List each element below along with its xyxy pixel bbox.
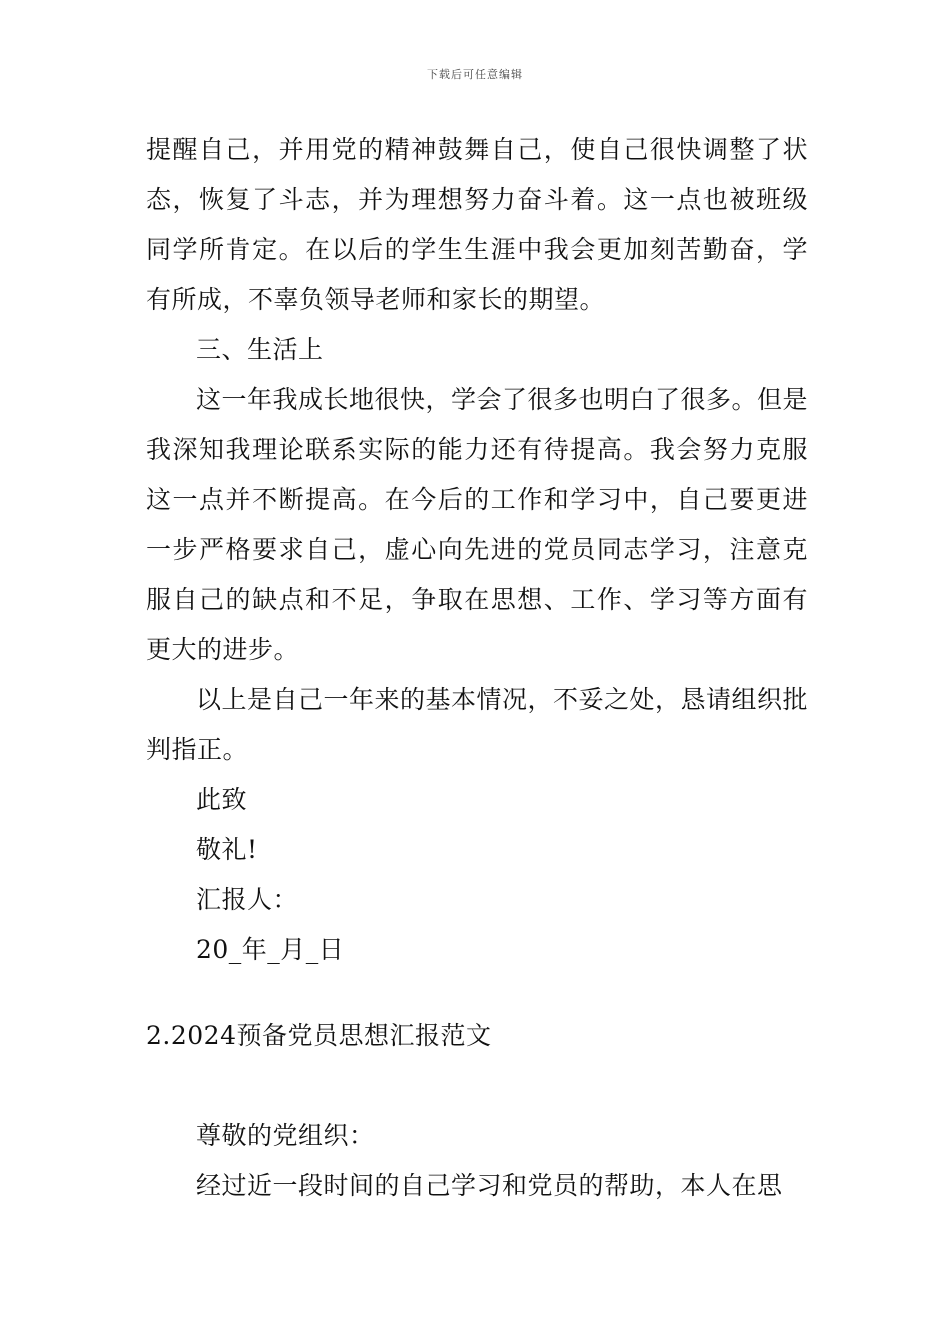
document-body: [146, 125, 808, 1211]
salutation: 尊敬的党组织：: [196, 1121, 375, 1150]
paragraph-life: 这一年我成长地很快，学会了很多也明白了很多。但是我深知我理论联系实际的能力还有待提高。我会努力克服这一点并不断提高。在今后的工作和学习中，自己要更进一步严格要求自己，虚心向先进的党员同志学习，注意克服自己的缺点和不足，争取在思想、工作、学习等方面有更大的进步。: [146, 385, 809, 664]
paragraph-continued: 提醒自己，并用党的精神鼓舞自己，使自己很快调整了状态，恢复了斗志，并为理想努力奋斗着。这一点也被班级同学所肯定。在以后的学生生涯中我会更加刻苦勤奋，学有所成，不辜负领导老师和家长的期望。: [146, 135, 808, 314]
report-date: 20_年_月_日: [196, 935, 345, 964]
page-header-note: 下载后可任意编辑: [427, 68, 523, 81]
closing-jing-li: 敬礼!: [196, 835, 258, 864]
reporter-label: 汇报人：: [196, 885, 299, 914]
closing-ci-zhi: 此致: [196, 785, 248, 814]
paragraph-closing: 以上是自己一年来的基本情况，不妥之处，恳请组织批判指正。: [146, 685, 809, 764]
section-heading-life: 三、生活上: [196, 335, 324, 364]
paragraph-start: 经过近一段时间的自己学习和党员的帮助，本人在思: [196, 1171, 783, 1200]
section-title-2: 2.2024预备党员思想汇报范文: [146, 1021, 492, 1050]
